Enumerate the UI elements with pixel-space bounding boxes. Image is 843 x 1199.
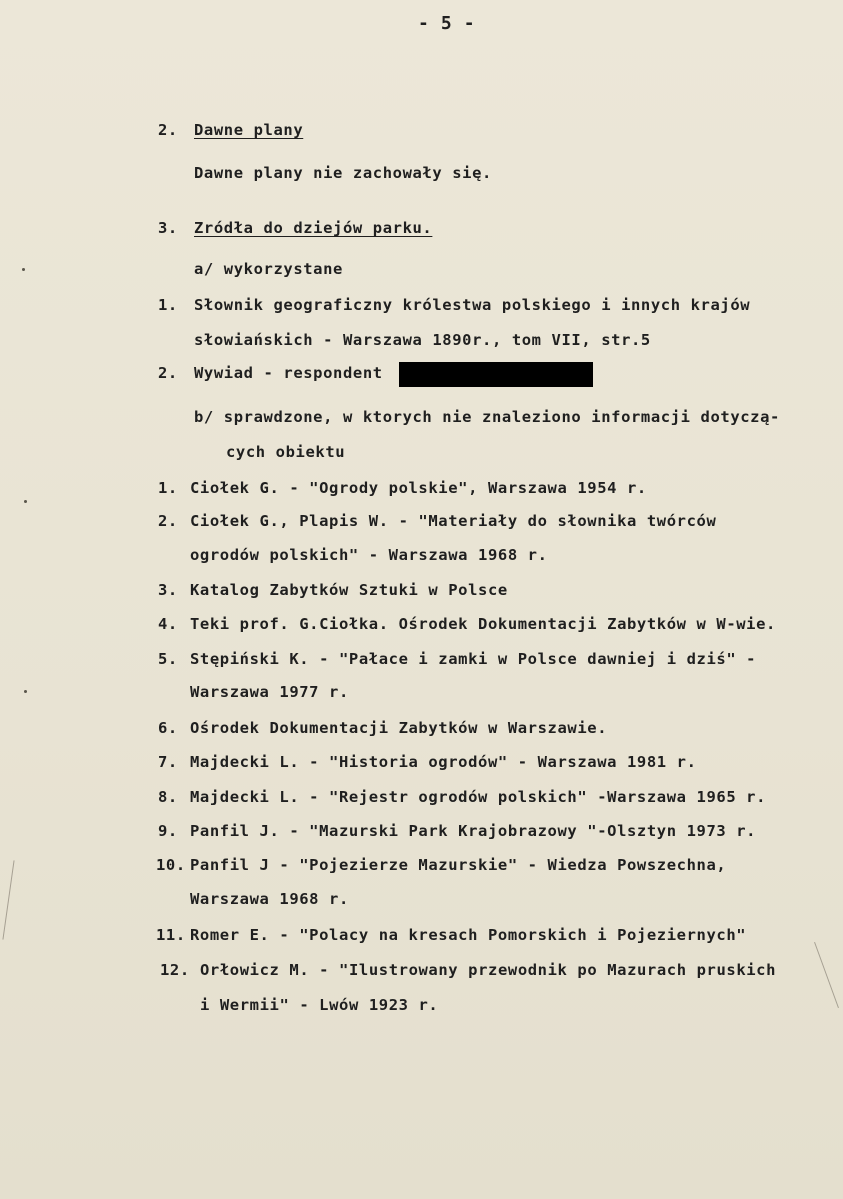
b-item-text: Warszawa 1968 r. — [190, 890, 349, 908]
b-item-text: Warszawa 1977 r. — [190, 683, 349, 701]
b-item-text: Panfil J - "Pojezierze Mazurskie" - Wiedza Powszechna, — [190, 856, 727, 874]
b-item-number: 6. — [158, 719, 178, 737]
scan-speck — [22, 268, 25, 271]
a-item-text: Słownik geograficzny królestwa polskiego i innych krajów — [194, 296, 751, 314]
b-item-text: Romer E. - "Polacy na kresach Pomorskich i Pojeziernych" — [190, 926, 747, 944]
b-item-text: Majdecki L. - "Historia ogrodów" - Warszawa 1981 r. — [190, 753, 697, 771]
b-item-text: Ciołek G., Plapis W. - "Materiały do słownika twórców — [190, 512, 717, 530]
b-item-text: Ciołek G. - "Ogrody polskie", Warszawa 1954 r. — [190, 479, 647, 497]
section-2-number: 2. — [158, 121, 178, 139]
b-item-text: Majdecki L. - "Rejestr ogrodów polskich" -Warszawa 1965 r. — [190, 788, 767, 806]
page-number: - 5 - — [418, 13, 476, 34]
b-item-text: Ośrodek Dokumentacji Zabytków w Warszawie. — [190, 719, 608, 737]
section-3-number: 3. — [158, 219, 178, 237]
b-item-number: 3. — [158, 581, 178, 599]
subsection-b-label: b/ sprawdzone, w ktorych nie znaleziono informacji dotyczą- — [194, 408, 780, 426]
a-item-number: 1. — [158, 296, 178, 314]
b-item-text: i Wermii" - Lwów 1923 r. — [200, 996, 439, 1014]
section-2-body: Dawne plany nie zachowały się. — [194, 164, 492, 182]
b-item-text: Panfil J. - "Mazurski Park Krajobrazowy "-Olsztyn 1973 r. — [190, 822, 757, 840]
subsection-a-label: a/ wykorzystane — [194, 260, 343, 278]
b-item-text: Teki prof. G.Ciołka. Ośrodek Dokumentacji Zabytków w W-wie. — [190, 615, 776, 633]
b-item-number: 2. — [158, 512, 178, 530]
b-item-number: 7. — [158, 753, 178, 771]
scan-speck — [24, 690, 27, 693]
scan-edge-mark — [814, 942, 839, 1008]
b-item-number: 11. — [156, 926, 186, 944]
b-item-number: 1. — [158, 479, 178, 497]
b-item-text: Katalog Zabytków Sztuki w Polsce — [190, 581, 508, 599]
b-item-text: ogrodów polskich" - Warszawa 1968 r. — [190, 546, 548, 564]
subsection-b-label-cont: cych obiektu — [226, 443, 346, 461]
b-item-number: 5. — [158, 650, 178, 668]
scan-edge-mark — [2, 860, 14, 939]
a-item-text: słowiańskich - Warszawa 1890r., tom VII, str.5 — [194, 331, 651, 349]
b-item-number: 8. — [158, 788, 178, 806]
a-item-text: Wywiad - respondent — [194, 364, 383, 382]
section-2-heading: Dawne plany — [194, 121, 304, 139]
scan-speck — [24, 500, 27, 503]
b-item-number: 10. — [156, 856, 186, 874]
b-item-text: Stępiński K. - "Pałace i zamki w Polsce dawniej i dziś" - — [190, 650, 757, 668]
redaction-bar — [399, 362, 593, 387]
b-item-number: 9. — [158, 822, 178, 840]
section-3-heading: Zródła do dziejów parku. — [194, 219, 433, 237]
b-item-number: 4. — [158, 615, 178, 633]
b-item-text: Orłowicz M. - "Ilustrowany przewodnik po Mazurach pruskich — [200, 961, 777, 979]
b-item-number: 12. — [160, 961, 190, 979]
a-item-number: 2. — [158, 364, 178, 382]
